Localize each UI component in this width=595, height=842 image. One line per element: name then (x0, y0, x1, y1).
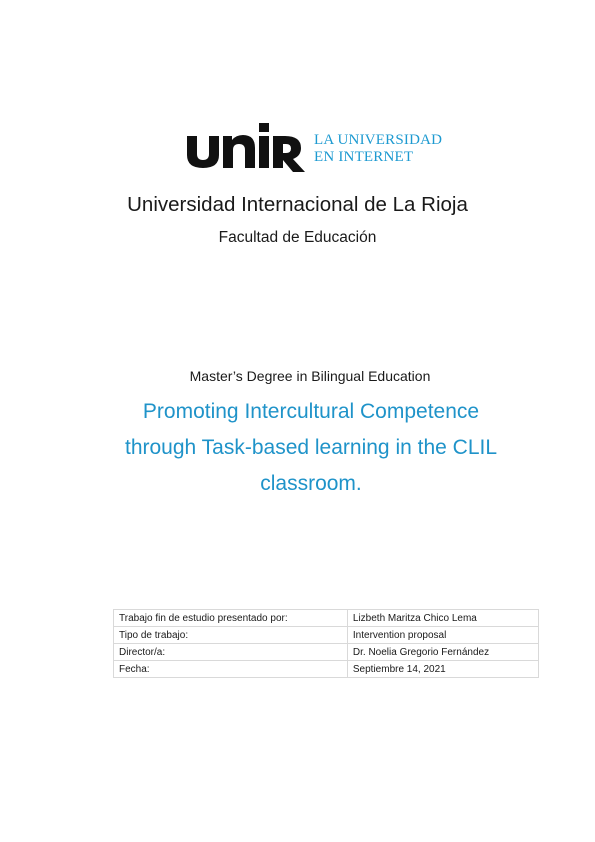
thesis-info-table (113, 609, 539, 678)
table-row (114, 627, 539, 644)
thesis-title (95, 394, 527, 502)
logo-tagline-line2: EN INTERNET (314, 149, 414, 165)
unir-wordmark-logo (185, 120, 309, 174)
unir-logo (185, 120, 445, 176)
work-type-label: Tipo de trabajo: (114, 627, 348, 644)
table-row (114, 661, 539, 678)
degree-name: Master’s Degree in Bilingual Education (189, 368, 431, 384)
author-label: Trabajo fin de estudio presentado por: (114, 610, 348, 627)
date-value: Septiembre 14, 2021 (347, 661, 538, 678)
thesis-title-line: classroom. (260, 472, 362, 495)
director-value: Dr. Noelia Gregorio Fernández (347, 644, 538, 661)
logo-tagline-line1: LA UNIVERSIDAD (314, 132, 443, 148)
date-label: Fecha: (114, 661, 348, 678)
thesis-title-line: through Task-based learning in the CLIL (124, 436, 498, 459)
faculty-name: Facultad de Educación (218, 229, 377, 246)
logo-tagline (314, 132, 442, 166)
author-value: Lizbeth Maritza Chico Lema (347, 610, 538, 627)
table-row (114, 644, 539, 661)
director-label: Director/a: (114, 644, 348, 661)
table-row (114, 610, 539, 627)
work-type-value: Intervention proposal (347, 627, 538, 644)
university-name: Universidad Internacional de La Rioja (127, 193, 468, 216)
thesis-title-line: Promoting Intercultural Competence (142, 400, 480, 423)
